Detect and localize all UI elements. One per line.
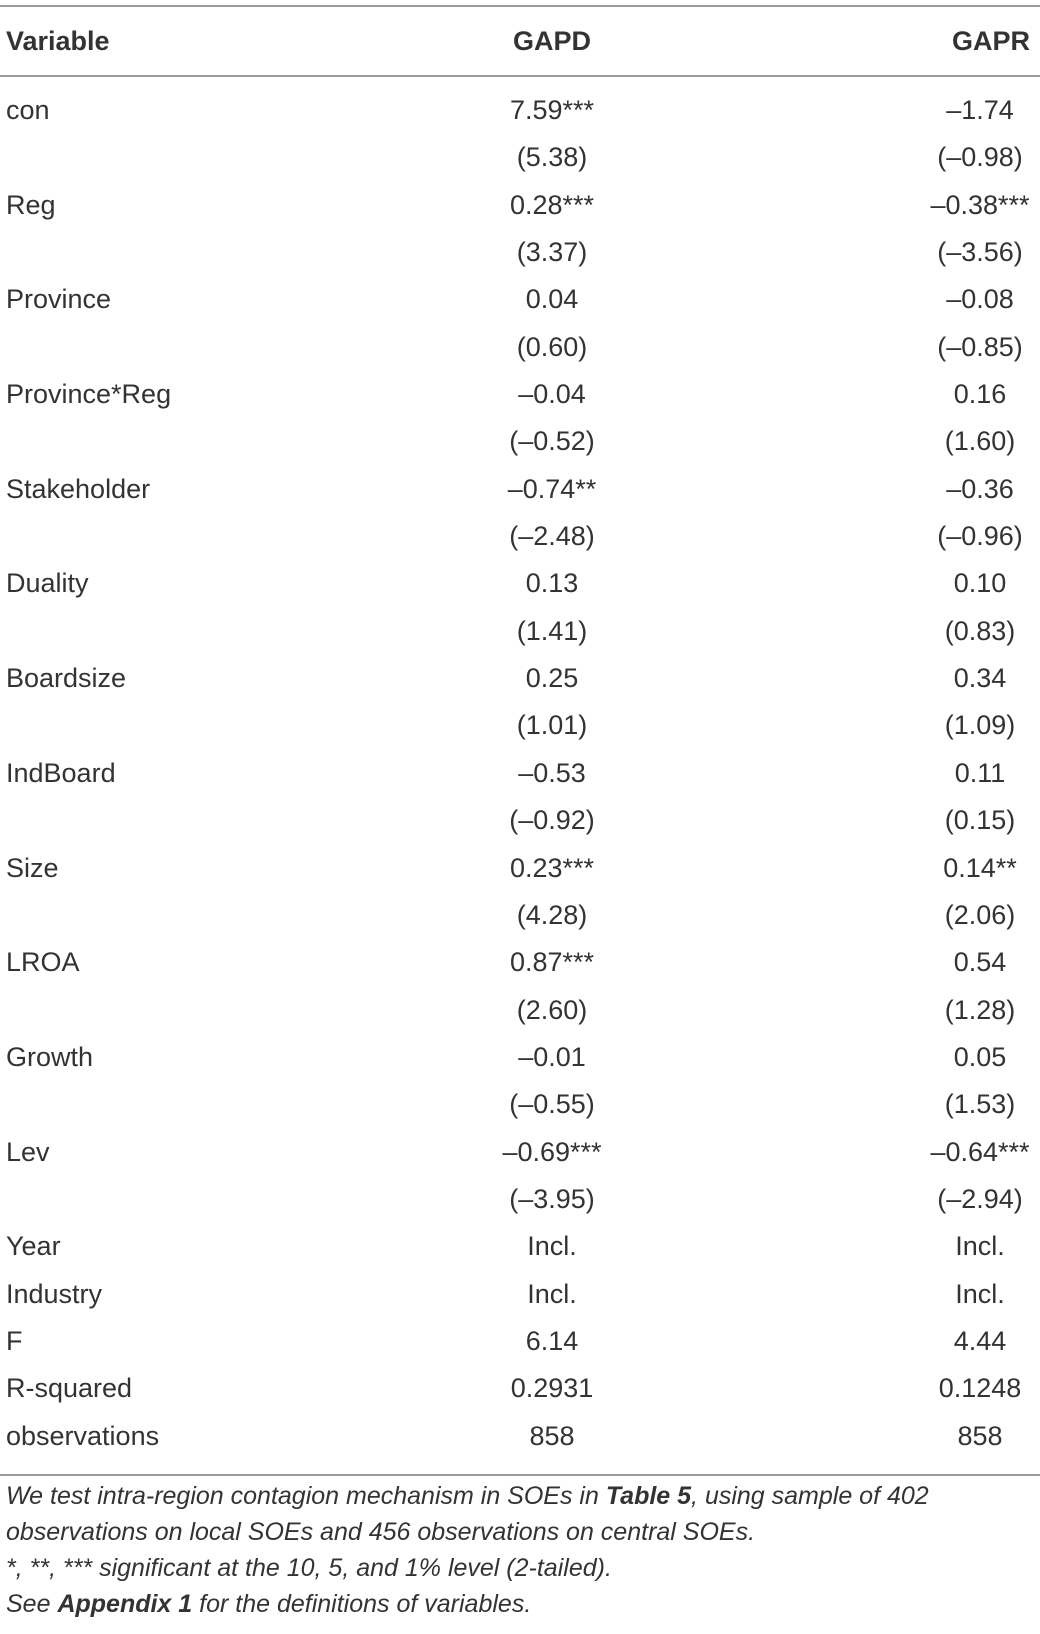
row-variable-cell: Duality — [6, 568, 89, 599]
row-gapr-cell: (–0.85) — [937, 331, 1023, 362]
row-variable-cell: Province — [6, 284, 112, 315]
table-body — [0, 87, 1040, 1460]
table-row — [0, 1413, 1040, 1460]
row-gapr-cell: (–2.94) — [937, 1183, 1023, 1214]
table-row — [0, 182, 1040, 229]
table-row — [0, 513, 1040, 560]
note-line-2: observations on local SOEs and 456 observations on central SOEs. — [6, 1518, 756, 1546]
table-row — [0, 1034, 1040, 1081]
row-gapd-cell: (1.41) — [516, 615, 588, 646]
table-row — [0, 324, 1040, 371]
table-row — [0, 276, 1040, 323]
row-variable-cell: LROA — [6, 947, 80, 978]
table-row — [0, 750, 1040, 797]
row-variable-cell: Year — [6, 1231, 61, 1262]
table-bottom-rule — [0, 1474, 1040, 1476]
table-row — [0, 1176, 1040, 1223]
row-gapd-cell: (–3.95) — [509, 1183, 595, 1214]
row-gapr-cell: 0.14** — [943, 852, 1017, 883]
row-variable-cell: Industry — [6, 1278, 103, 1309]
row-gapd-cell: (–2.48) — [509, 521, 595, 552]
row-gapd-cell: Incl. — [527, 1231, 577, 1262]
row-gapr-cell: (1.53) — [944, 1089, 1016, 1120]
row-variable-cell: Growth — [6, 1041, 94, 1072]
row-gapd-cell: (–0.55) — [509, 1089, 595, 1120]
row-gapd-cell: 0.04 — [525, 284, 579, 315]
table-row — [0, 134, 1040, 181]
table-row — [0, 1271, 1040, 1318]
header-gapd: GAPD — [512, 26, 591, 56]
table-row — [0, 797, 1040, 844]
row-variable-cell: F — [6, 1325, 23, 1356]
row-gapd-cell: 0.2931 — [510, 1373, 594, 1404]
row-gapd-cell: –0.53 — [518, 757, 586, 788]
row-gapr-cell: (–3.56) — [937, 237, 1023, 268]
row-variable-cell: IndBoard — [6, 757, 116, 788]
row-variable-cell: Lev — [6, 1136, 50, 1167]
table-5-reference: Table 5 — [605, 1482, 692, 1510]
table-row — [0, 418, 1040, 465]
row-gapr-cell: –0.64*** — [930, 1136, 1030, 1167]
row-gapr-cell: (1.09) — [944, 710, 1016, 741]
row-gapr-cell: (2.06) — [944, 899, 1016, 930]
note-line-4: See Appendix 1 for the definitions of variables. — [6, 1590, 532, 1618]
row-gapd-cell: (4.28) — [516, 899, 588, 930]
row-gapr-cell: (–0.96) — [937, 521, 1023, 552]
table-row — [0, 702, 1040, 749]
note-line-1: We test intra-region contagion mechanism in SOEs in Table 5, using sample of 402 — [6, 1482, 929, 1510]
table-row — [0, 845, 1040, 892]
header-gapr: GAPR — [951, 26, 1030, 56]
row-gapd-cell: (5.38) — [516, 142, 588, 173]
row-variable-cell: R-squared — [6, 1373, 133, 1404]
row-gapd-cell: (2.60) — [516, 994, 588, 1025]
table-row — [0, 229, 1040, 276]
table-row — [0, 1223, 1040, 1270]
row-gapd-cell: (–0.52) — [509, 426, 595, 457]
row-gapr-cell: –0.08 — [946, 284, 1014, 315]
table-row — [0, 1129, 1040, 1176]
row-gapr-cell: Incl. — [955, 1278, 1005, 1309]
table-row — [0, 560, 1040, 607]
row-gapr-cell: –0.38*** — [930, 189, 1030, 220]
row-gapr-cell: (1.28) — [944, 994, 1016, 1025]
table-row — [0, 466, 1040, 513]
row-gapr-cell: 0.05 — [953, 1041, 1007, 1072]
appendix-1-reference: Appendix 1 — [57, 1590, 193, 1618]
row-gapd-cell: –0.74** — [507, 473, 597, 504]
row-variable-cell: Reg — [6, 189, 56, 220]
row-gapr-cell: Incl. — [955, 1231, 1005, 1262]
row-gapr-cell: 0.16 — [953, 379, 1007, 410]
table-row — [0, 1081, 1040, 1128]
table-notes — [6, 1478, 1036, 1622]
row-gapr-cell: –1.74 — [946, 95, 1014, 125]
table-row — [0, 608, 1040, 655]
row-gapd-cell: –0.04 — [518, 379, 586, 410]
row-gapr-cell: 0.34 — [953, 663, 1007, 694]
header-variable: Variable — [6, 26, 110, 56]
row-gapr-cell: –0.36 — [946, 473, 1014, 504]
row-gapd-cell: (3.37) — [516, 237, 588, 268]
row-gapd-cell: (1.01) — [516, 710, 588, 741]
table-row — [0, 939, 1040, 986]
row-gapd-cell: 0.87*** — [509, 947, 595, 978]
row-gapr-cell: (0.15) — [944, 805, 1016, 836]
row-gapr-cell: 858 — [957, 1420, 1003, 1451]
table-row — [0, 87, 1040, 134]
table-header-row — [0, 7, 1040, 75]
table-row — [0, 892, 1040, 939]
row-variable-cell: Province*Reg — [6, 379, 172, 410]
row-gapr-cell: 4.44 — [953, 1325, 1007, 1356]
row-gapr-cell: 0.54 — [953, 947, 1007, 978]
row-variable-cell: con — [6, 95, 50, 125]
row-gapd-cell: 0.23*** — [509, 852, 595, 883]
table-row — [0, 371, 1040, 418]
note-line-3: *, **, *** significant at the 10, 5, and 1% level (2-tailed). — [6, 1554, 612, 1582]
row-gapd-cell: 858 — [529, 1420, 575, 1451]
table-header-rule — [0, 75, 1040, 77]
row-gapd-cell: (–0.92) — [509, 805, 595, 836]
row-gapd-cell: –0.01 — [518, 1041, 586, 1072]
row-variable-cell: Size — [6, 852, 59, 883]
row-gapd-cell: (0.60) — [516, 331, 588, 362]
row-gapr-cell: (0.83) — [944, 615, 1016, 646]
table-row — [0, 987, 1040, 1034]
row-gapd-cell: –0.69*** — [502, 1136, 602, 1167]
row-gapr-cell: (1.60) — [944, 426, 1016, 457]
row-gapr-cell: 0.10 — [953, 568, 1007, 599]
row-gapd-cell: 0.28*** — [509, 189, 595, 220]
row-gapr-cell: 0.1248 — [938, 1373, 1022, 1404]
row-gapd-cell: Incl. — [527, 1278, 577, 1309]
row-gapr-cell: (–0.98) — [937, 142, 1023, 173]
row-gapd-cell: 0.13 — [525, 568, 579, 599]
row-variable-cell: Boardsize — [6, 663, 127, 694]
row-gapd-cell: 6.14 — [525, 1325, 579, 1356]
row-variable-cell: Stakeholder — [6, 473, 151, 504]
table-row — [0, 1318, 1040, 1365]
row-gapd-cell: 0.25 — [525, 663, 579, 694]
table-row — [0, 655, 1040, 702]
table-row — [0, 1365, 1040, 1412]
row-gapd-cell: 7.59*** — [509, 95, 595, 125]
row-variable-cell: observations — [6, 1420, 160, 1451]
row-gapr-cell: 0.11 — [954, 757, 1006, 788]
